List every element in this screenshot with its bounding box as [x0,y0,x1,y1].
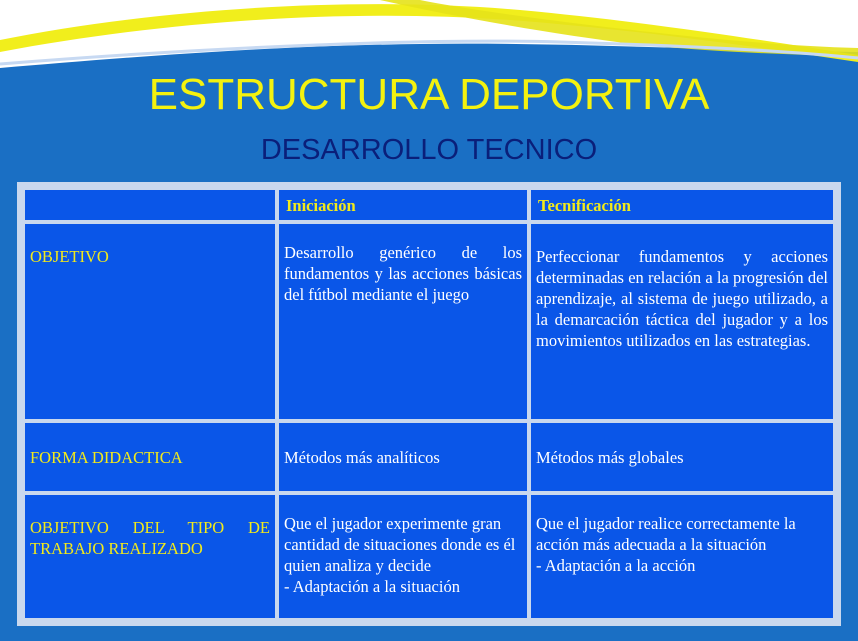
cell-objetivo-tecnificacion: Perfeccionar fundamentos y acciones determinadas en relación a la progresión del aprendizaje, al sistema de juego utilizado, a la demarcación táctica del jugador y a los movimientos utilizados en las estrategias. [531,224,833,419]
table-row [25,423,833,491]
cell-trabajo-tecnificacion [531,495,833,618]
cell-trabajo-iniciacion [279,495,527,618]
slide-title: ESTRUCTURA DEPORTIVA [148,70,710,119]
header-cell-empty [25,190,275,220]
row-label-forma-didactica: FORMA DIDACTICA [25,423,275,491]
cell-forma-iniciacion: Métodos más analíticos [279,423,527,491]
cell-trabajo-tecnificacion-bullet: - Adaptación a la acción [536,556,696,576]
table-header-row [25,190,833,220]
row-label-objetivo: OBJETIVO [25,224,275,419]
cell-trabajo-iniciacion-text: Que el jugador experimente gran cantidad de situaciones donde es él quien analiza y decide [284,514,516,576]
cell-trabajo-iniciacion-bullet: - Adaptación a la situación [284,577,460,597]
comparison-table-frame [17,182,841,626]
cell-objetivo-iniciacion: Desarrollo genérico de los fundamentos y las acciones básicas del fútbol mediante el juego [279,224,527,419]
table-row [25,495,833,618]
cell-trabajo-tecnificacion-text: Que el jugador realice correctamente la acción más adecuada a la situación [536,514,796,555]
header-cell-iniciacion: Iniciación [279,190,527,220]
cell-forma-tecnificacion: Métodos más globales [531,423,833,491]
header-cell-tecnificacion: Tecnificación [531,190,833,220]
table-row [25,224,833,419]
comparison-table [21,186,837,622]
row-label-objetivo-tipo-trabajo: OBJETIVO DEL TIPO DE TRABAJO REALIZADO [25,495,275,618]
slide-subtitle: DESARROLLO TECNICO [260,134,598,166]
